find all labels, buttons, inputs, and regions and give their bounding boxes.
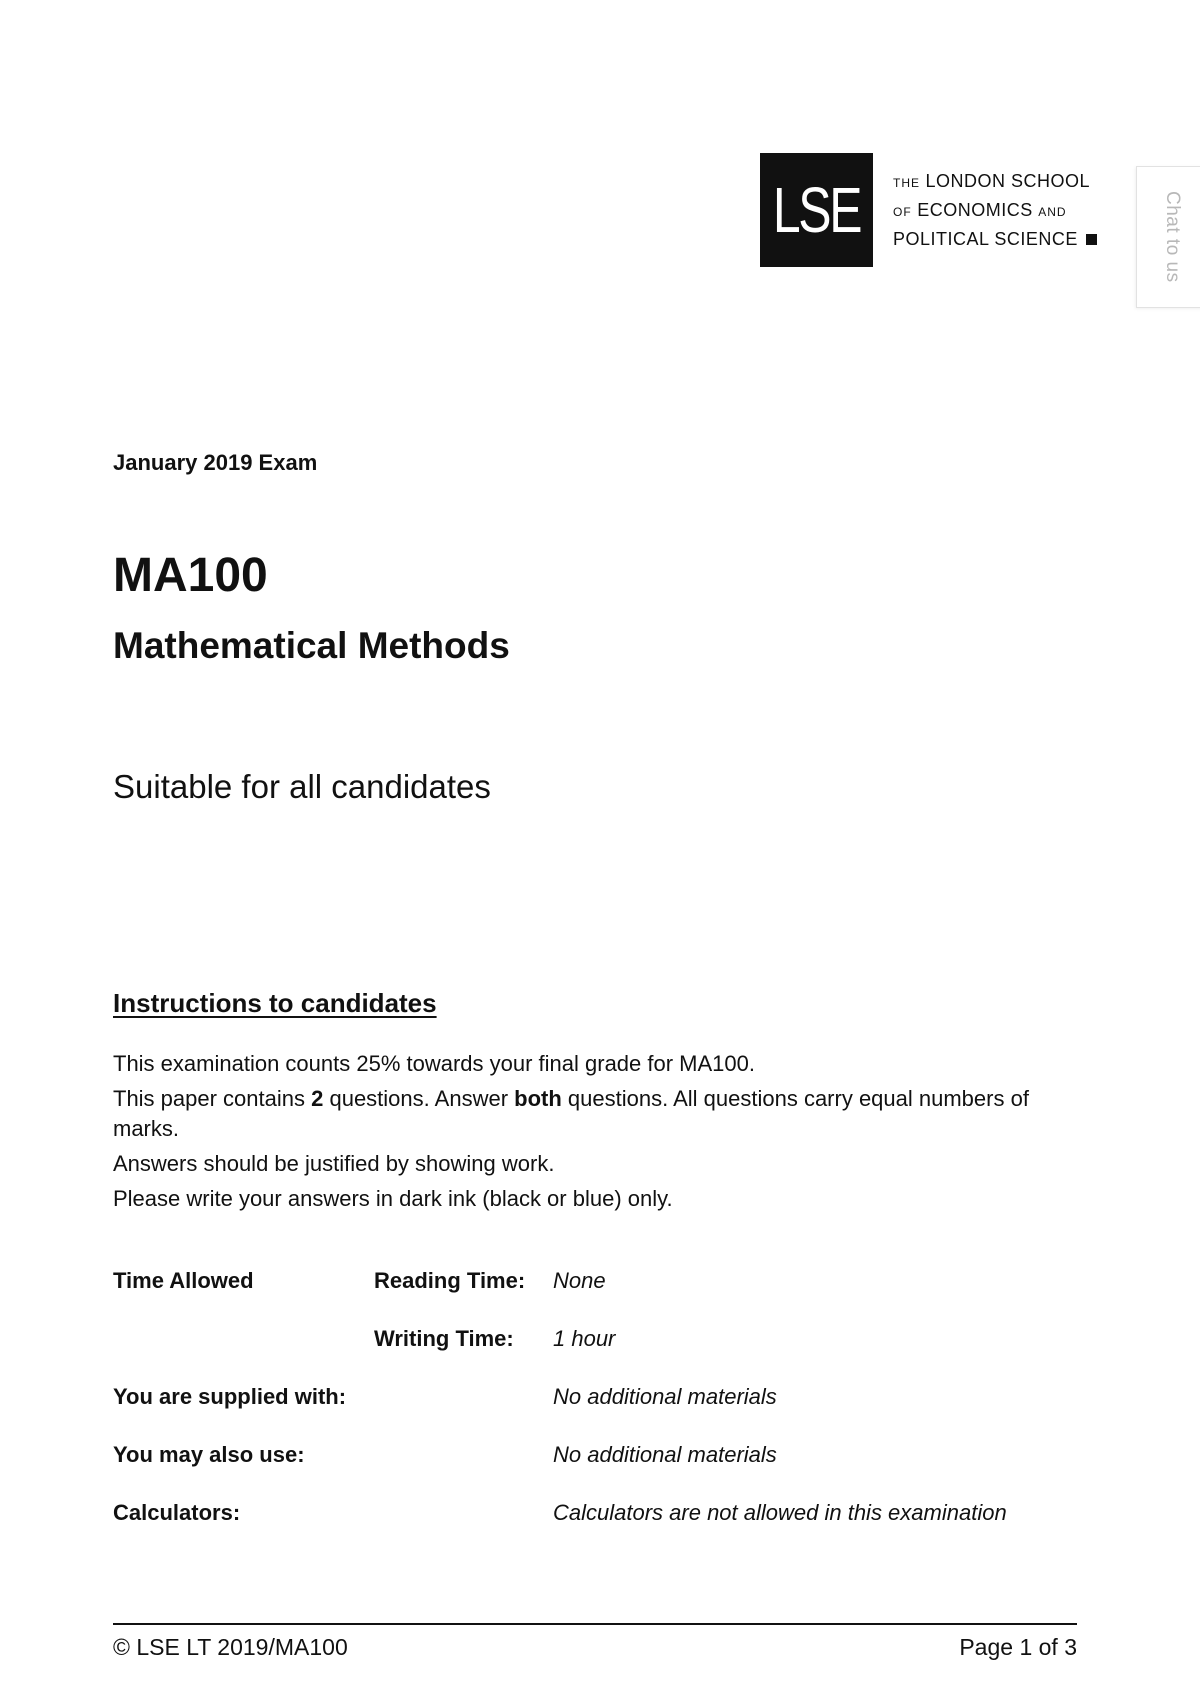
course-title: Mathematical Methods [113,625,510,666]
course-code: MA100 [113,549,268,602]
page-number: Page 1 of 3 [959,1634,1077,1660]
chat-to-us-label: Chat to us [1162,191,1183,283]
instruction-line: This examination counts 25% towards your final grade for MA100. [113,1051,755,1076]
chat-to-us-button[interactable] [1136,166,1200,308]
instruction-line: Answers should be justified by showing work. [113,1151,555,1176]
exam-date: January 2019 Exam [113,450,318,475]
time-allowed-label: Time Allowed [113,1268,254,1293]
instruction-line: Please write your answers in dark ink (black or blue) only. [113,1186,673,1211]
reading-time-label: Reading Time: [374,1268,526,1293]
may-also-use-value: No additional materials [553,1442,777,1467]
suitability-note: Suitable for all candidates [113,768,491,805]
footer-divider [113,1623,1077,1625]
logo-square-icon [1086,234,1097,245]
writing-time-value: 1 hour [553,1326,616,1351]
lse-logo-mark: LSE [760,153,873,267]
reading-time-value: None [553,1268,606,1293]
instruction-line: This paper contains 2 questions. Answer both questions. All questions carry equal numbers of marks. [113,1086,1029,1141]
calculators-value: Calculators are not allowed in this examination [553,1500,1007,1525]
instructions-body [113,1049,1083,1219]
lse-logo [760,153,1097,267]
footer-copyright: © LSE LT 2019/MA100 [113,1634,348,1660]
writing-time-label: Writing Time: [374,1326,514,1351]
supplied-with-value: No additional materials [553,1384,777,1409]
calculators-label: Calculators: [113,1500,241,1525]
lse-logo-wordmark: THE LONDON SCHOOL OF ECONOMICS AND POLITICAL SCIENCE [893,168,1097,253]
supplied-with-label: You are supplied with: [113,1384,347,1409]
may-also-use-label: You may also use: [113,1442,305,1467]
instructions-heading: Instructions to candidates [113,988,437,1018]
